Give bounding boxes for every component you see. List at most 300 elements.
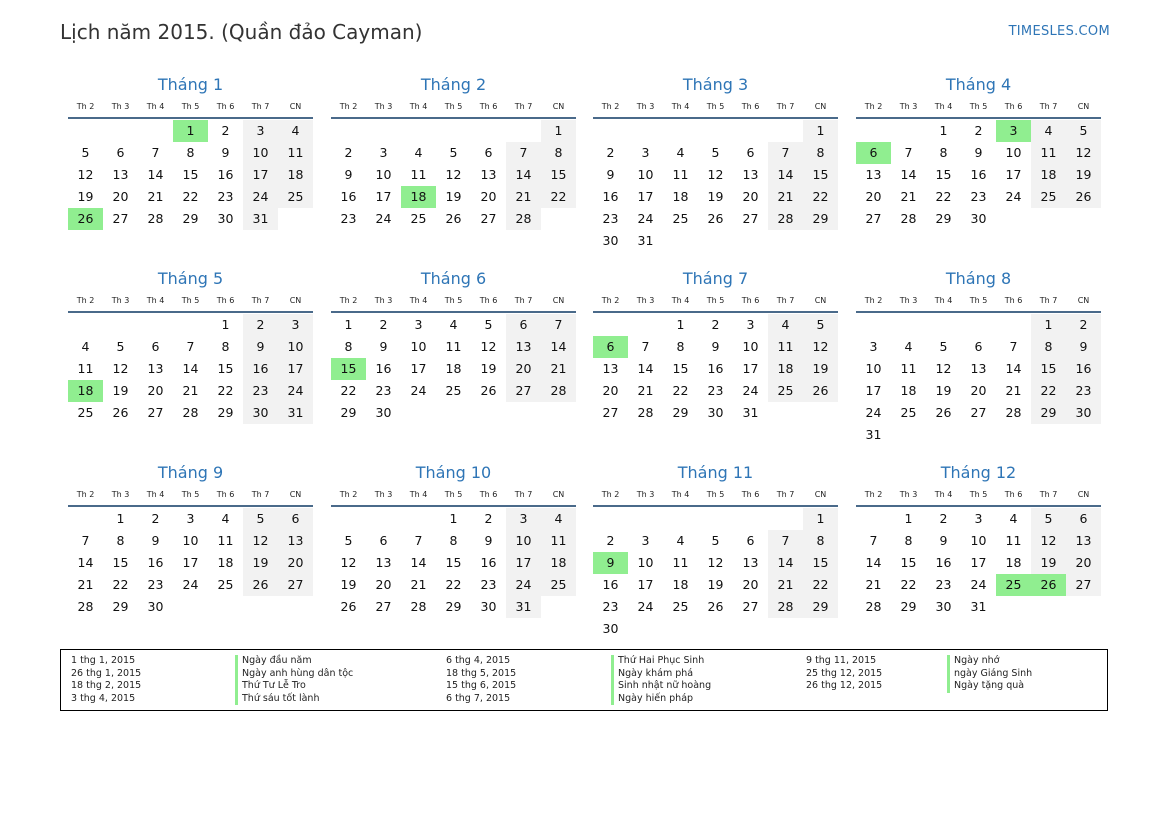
weekday-label: Th 4: [409, 296, 428, 305]
day-cell: 20: [147, 383, 164, 398]
day-cell: 26: [340, 599, 357, 614]
day-cell: 9: [221, 145, 230, 160]
day-cell: 15: [1031, 358, 1066, 380]
legend-holiday-name: Thứ Hai Phục Sinh: [611, 655, 711, 668]
day-cell: 28: [900, 211, 917, 226]
day-cell: 28: [410, 599, 427, 614]
day-cell: 22: [340, 383, 357, 398]
day-cell: 17: [243, 164, 278, 186]
day-cell: 13: [602, 361, 619, 376]
day-cell: 13: [742, 167, 759, 182]
days-grid: [68, 314, 313, 446]
day-cell: 2: [484, 511, 493, 526]
legend-date-column: [446, 655, 516, 705]
month-block: [856, 269, 1101, 449]
day-cell: 12: [707, 555, 724, 570]
weekday-label: Th 3: [111, 296, 130, 305]
day-cell: 28: [865, 599, 882, 614]
day-cell: 11: [1031, 142, 1066, 164]
day-cell: 24: [375, 211, 392, 226]
weekday-label: CN: [814, 490, 827, 499]
month-block: [593, 269, 838, 449]
month-name: Tháng 2: [420, 75, 487, 94]
day-cell: 24: [278, 380, 313, 402]
day-cell: 12: [707, 167, 724, 182]
day-cell: 21: [637, 383, 654, 398]
day-cell: 5: [449, 145, 458, 160]
day-cell: 27: [112, 211, 129, 226]
day-cell: 26: [707, 599, 724, 614]
holiday-day-cell: 6: [593, 336, 628, 358]
legend-holiday-name: Thứ sáu tốt lành: [235, 693, 353, 706]
day-cell: 23: [602, 599, 619, 614]
day-cell: 20: [602, 383, 619, 398]
day-cell: 23: [970, 189, 987, 204]
day-cell: 19: [77, 189, 94, 204]
day-cell: 23: [217, 189, 234, 204]
holiday-day-cell: 6: [856, 142, 891, 164]
day-cell: 28: [1005, 405, 1022, 420]
day-cell: 20: [112, 189, 129, 204]
day-cell: 10: [865, 361, 882, 376]
day-cell: 16: [970, 167, 987, 182]
weekday-header: [331, 490, 576, 502]
day-cell: 6: [379, 533, 388, 548]
weekday-label: Th 3: [111, 490, 130, 499]
day-cell: 19: [112, 383, 129, 398]
day-cell: 11: [410, 167, 427, 182]
day-cell: 2: [939, 511, 948, 526]
day-cell: 30: [707, 405, 724, 420]
day-cell: 1: [939, 123, 948, 138]
day-cell: 5: [939, 339, 948, 354]
day-cell: 26: [935, 405, 952, 420]
day-cell: 18: [1005, 555, 1022, 570]
day-cell: 26: [480, 383, 497, 398]
day-cell: 23: [147, 577, 164, 592]
day-cell: 5: [1031, 508, 1066, 530]
header-divider: [593, 311, 838, 313]
day-cell: 3: [414, 317, 423, 332]
day-cell: 7: [768, 530, 803, 552]
month-block: [331, 75, 576, 255]
day-cell: 16: [480, 555, 497, 570]
day-cell: 16: [935, 555, 952, 570]
weekday-label: CN: [289, 102, 302, 111]
day-cell: 8: [904, 533, 913, 548]
day-cell: 2: [151, 511, 160, 526]
weekday-label: Th 5: [181, 102, 200, 111]
day-cell: 18: [445, 361, 462, 376]
day-cell: 25: [672, 599, 689, 614]
day-cell: 21: [900, 189, 917, 204]
weekday-label: CN: [552, 102, 565, 111]
day-cell: 21: [506, 186, 541, 208]
month-name: Tháng 6: [420, 269, 487, 288]
day-cell: 8: [449, 533, 458, 548]
day-cell: 29: [803, 208, 838, 230]
day-cell: 26: [445, 211, 462, 226]
weekday-label: Th 5: [706, 102, 725, 111]
day-cell: 11: [1005, 533, 1022, 548]
weekday-header: [856, 490, 1101, 502]
day-cell: 21: [77, 577, 94, 592]
month-name: Tháng 9: [157, 463, 224, 482]
legend-date: 26 thg 12, 2015: [806, 680, 883, 692]
legend-date: 6 thg 7, 2015: [446, 692, 511, 704]
day-cell: 2: [606, 533, 615, 548]
day-cell: 17: [742, 361, 759, 376]
days-grid: [593, 120, 838, 252]
weekday-header: [593, 490, 838, 502]
day-cell: 13: [970, 361, 987, 376]
day-cell: 4: [449, 317, 458, 332]
day-cell: 25: [1031, 186, 1066, 208]
day-cell: 15: [672, 361, 689, 376]
day-cell: 13: [480, 167, 497, 182]
weekday-label: Th 6: [1004, 490, 1023, 499]
page-title: Lịch năm 2015. (Quần đảo Cayman): [60, 20, 423, 44]
day-cell: 21: [182, 383, 199, 398]
day-cell: 3: [506, 508, 541, 530]
weekday-label: Th 7: [251, 102, 270, 111]
header-divider: [331, 505, 576, 507]
day-cell: 19: [445, 189, 462, 204]
day-cell: 28: [541, 380, 576, 402]
weekday-label: Th 5: [444, 490, 463, 499]
days-grid: [331, 314, 576, 446]
day-cell: 19: [707, 577, 724, 592]
day-cell: 24: [506, 574, 541, 596]
day-cell: 10: [506, 530, 541, 552]
day-cell: 31: [742, 405, 759, 420]
day-cell: 29: [445, 599, 462, 614]
day-cell: 17: [410, 361, 427, 376]
month-block: [331, 463, 576, 643]
header-divider: [68, 311, 313, 313]
day-cell: 24: [637, 211, 654, 226]
day-cell: 11: [217, 533, 234, 548]
header-divider: [593, 505, 838, 507]
days-grid: [331, 508, 576, 640]
day-cell: 24: [970, 577, 987, 592]
day-cell: 24: [243, 186, 278, 208]
legend-holiday-name: ngày Giáng Sinh: [947, 668, 1032, 681]
day-cell: 31: [865, 427, 882, 442]
day-cell: 10: [375, 167, 392, 182]
day-cell: 18: [900, 383, 917, 398]
day-cell: 13: [147, 361, 164, 376]
day-cell: 4: [414, 145, 423, 160]
day-cell: 27: [1066, 574, 1101, 596]
day-cell: 9: [379, 339, 388, 354]
day-cell: 28: [768, 208, 803, 230]
weekday-label: Th 7: [514, 490, 533, 499]
day-cell: 7: [151, 145, 160, 160]
day-cell: 1: [803, 120, 838, 142]
day-cell: 8: [803, 530, 838, 552]
month-block: [68, 75, 313, 255]
weekday-label: Th 4: [146, 296, 165, 305]
day-cell: 12: [935, 361, 952, 376]
weekday-label: Th 2: [76, 296, 95, 305]
day-cell: 5: [711, 533, 720, 548]
day-cell: 25: [410, 211, 427, 226]
weekday-header: [593, 102, 838, 114]
legend-holiday-name: Ngày anh hùng dân tộc: [235, 668, 353, 681]
day-cell: 10: [410, 339, 427, 354]
legend-date: 6 thg 4, 2015: [446, 655, 511, 666]
day-cell: 1: [541, 120, 576, 142]
legend-date: 3 thg 4, 2015: [71, 692, 136, 704]
weekday-label: Th 6: [1004, 296, 1023, 305]
day-cell: 4: [768, 314, 803, 336]
day-cell: 12: [1066, 142, 1101, 164]
day-cell: 27: [742, 599, 759, 614]
weekday-label: Th 5: [969, 296, 988, 305]
day-cell: 14: [637, 361, 654, 376]
day-cell: 7: [641, 339, 650, 354]
day-cell: 14: [77, 555, 94, 570]
day-cell: 31: [506, 596, 541, 618]
weekday-label: Th 5: [181, 490, 200, 499]
weekday-label: Th 4: [934, 102, 953, 111]
weekday-label: Th 2: [601, 296, 620, 305]
day-cell: 14: [506, 164, 541, 186]
day-cell: 21: [865, 577, 882, 592]
day-cell: 25: [445, 383, 462, 398]
day-cell: 20: [742, 189, 759, 204]
day-cell: 24: [742, 383, 759, 398]
header-divider: [593, 117, 838, 119]
month-name: Tháng 7: [682, 269, 749, 288]
day-cell: 24: [637, 599, 654, 614]
day-cell: 14: [768, 164, 803, 186]
day-cell: 16: [217, 167, 234, 182]
weekday-label: Th 5: [444, 102, 463, 111]
day-cell: 22: [445, 577, 462, 592]
weekday-label: Th 4: [671, 102, 690, 111]
day-cell: 13: [506, 336, 541, 358]
day-cell: 17: [1005, 167, 1022, 182]
day-cell: 25: [672, 211, 689, 226]
weekday-label: Th 3: [899, 102, 918, 111]
day-cell: 6: [746, 145, 755, 160]
weekday-label: Th 5: [969, 490, 988, 499]
header-divider: [331, 311, 576, 313]
day-cell: 11: [672, 167, 689, 182]
day-cell: 15: [803, 552, 838, 574]
day-cell: 19: [935, 383, 952, 398]
day-cell: 15: [217, 361, 234, 376]
legend-date-column: [806, 655, 882, 693]
day-cell: 6: [278, 508, 313, 530]
day-cell: 2: [606, 145, 615, 160]
day-cell: 17: [278, 358, 313, 380]
day-cell: 14: [147, 167, 164, 182]
day-cell: 27: [602, 405, 619, 420]
weekday-label: Th 6: [479, 296, 498, 305]
weekday-label: Th 4: [671, 490, 690, 499]
day-cell: 28: [182, 405, 199, 420]
day-cell: 29: [217, 405, 234, 420]
day-cell: 10: [243, 142, 278, 164]
weekday-label: CN: [814, 296, 827, 305]
day-cell: 31: [970, 599, 987, 614]
day-cell: 14: [900, 167, 917, 182]
day-cell: 27: [375, 599, 392, 614]
day-cell: 30: [243, 402, 278, 424]
day-cell: 11: [900, 361, 917, 376]
day-cell: 20: [865, 189, 882, 204]
day-cell: 2: [1066, 314, 1101, 336]
weekday-label: Th 3: [111, 102, 130, 111]
legend-date-column: [71, 655, 141, 705]
weekday-label: Th 6: [1004, 102, 1023, 111]
day-cell: 13: [375, 555, 392, 570]
day-cell: 18: [672, 189, 689, 204]
day-cell: 2: [974, 123, 983, 138]
site-link[interactable]: TIMESLES.COM: [1008, 24, 1110, 39]
day-cell: 30: [602, 621, 619, 636]
day-cell: 14: [410, 555, 427, 570]
weekday-label: Th 7: [1039, 102, 1058, 111]
weekday-label: Th 6: [216, 296, 235, 305]
day-cell: 4: [1031, 120, 1066, 142]
day-cell: 23: [602, 211, 619, 226]
legend-date: 1 thg 1, 2015: [71, 655, 136, 666]
weekday-label: Th 2: [864, 490, 883, 499]
legend-holiday-name: Ngày hiến pháp: [611, 693, 711, 706]
day-cell: 28: [77, 599, 94, 614]
day-cell: 6: [116, 145, 125, 160]
day-cell: 29: [112, 599, 129, 614]
day-cell: 23: [340, 211, 357, 226]
day-cell: 4: [81, 339, 90, 354]
day-cell: 16: [602, 189, 619, 204]
weekday-label: Th 2: [339, 296, 358, 305]
day-cell: 7: [81, 533, 90, 548]
day-cell: 25: [541, 574, 576, 596]
day-cell: 9: [974, 145, 983, 160]
day-cell: 21: [541, 358, 576, 380]
day-cell: 10: [970, 533, 987, 548]
day-cell: 10: [1005, 145, 1022, 160]
day-cell: 4: [221, 511, 230, 526]
day-cell: 3: [243, 120, 278, 142]
day-cell: 27: [147, 405, 164, 420]
weekday-label: Th 3: [636, 102, 655, 111]
weekday-label: CN: [1077, 102, 1090, 111]
day-cell: 28: [768, 596, 803, 618]
day-cell: 11: [541, 530, 576, 552]
day-cell: 24: [182, 577, 199, 592]
day-cell: 7: [506, 142, 541, 164]
day-cell: 7: [541, 314, 576, 336]
weekday-header: [856, 296, 1101, 308]
month-name: Tháng 8: [945, 269, 1012, 288]
day-cell: 21: [768, 186, 803, 208]
day-cell: 16: [375, 361, 392, 376]
day-cell: 10: [742, 339, 759, 354]
weekday-label: Th 3: [636, 296, 655, 305]
day-cell: 8: [541, 142, 576, 164]
weekday-label: Th 2: [339, 102, 358, 111]
days-grid: [68, 120, 313, 252]
day-cell: 28: [637, 405, 654, 420]
weekday-label: CN: [289, 296, 302, 305]
legend-date: 25 thg 12, 2015: [806, 667, 883, 679]
weekday-label: Th 5: [444, 296, 463, 305]
day-cell: 9: [243, 336, 278, 358]
day-cell: 8: [221, 339, 230, 354]
day-cell: 31: [243, 208, 278, 230]
day-cell: 15: [445, 555, 462, 570]
day-cell: 15: [112, 555, 129, 570]
day-cell: 31: [278, 402, 313, 424]
weekday-header: [68, 102, 313, 114]
weekday-label: Th 4: [671, 296, 690, 305]
day-cell: 15: [935, 167, 952, 182]
weekday-label: Th 5: [706, 296, 725, 305]
day-cell: 26: [243, 574, 278, 596]
day-cell: 30: [935, 599, 952, 614]
day-cell: 3: [746, 317, 755, 332]
day-cell: 29: [340, 405, 357, 420]
day-cell: 19: [803, 358, 838, 380]
day-cell: 29: [1031, 402, 1066, 424]
day-cell: 16: [707, 361, 724, 376]
month-block: [68, 269, 313, 449]
weekday-header: [68, 296, 313, 308]
day-cell: 17: [865, 383, 882, 398]
weekday-label: Th 5: [969, 102, 988, 111]
weekday-label: Th 7: [776, 102, 795, 111]
day-cell: 3: [974, 511, 983, 526]
day-cell: 16: [602, 577, 619, 592]
day-cell: 5: [803, 314, 838, 336]
weekday-label: Th 6: [741, 102, 760, 111]
weekday-label: Th 3: [636, 490, 655, 499]
day-cell: 1: [1031, 314, 1066, 336]
day-cell: 4: [1009, 511, 1018, 526]
day-cell: 24: [1005, 189, 1022, 204]
day-cell: 5: [484, 317, 493, 332]
weekday-label: CN: [1077, 296, 1090, 305]
day-cell: 30: [147, 599, 164, 614]
day-cell: 17: [970, 555, 987, 570]
day-cell: 20: [480, 189, 497, 204]
day-cell: 1: [344, 317, 353, 332]
day-cell: 19: [243, 552, 278, 574]
day-cell: 24: [865, 405, 882, 420]
weekday-label: Th 6: [741, 490, 760, 499]
weekday-label: Th 2: [76, 102, 95, 111]
weekday-label: Th 7: [1039, 296, 1058, 305]
header-divider: [68, 117, 313, 119]
day-cell: 9: [344, 167, 353, 182]
day-cell: 14: [865, 555, 882, 570]
day-cell: 13: [1066, 530, 1101, 552]
day-cell: 3: [379, 145, 388, 160]
day-cell: 15: [182, 167, 199, 182]
holiday-day-cell: 15: [331, 358, 366, 380]
day-cell: 7: [186, 339, 195, 354]
header-divider: [68, 505, 313, 507]
days-grid: [856, 508, 1101, 640]
legend-date: 26 thg 1, 2015: [71, 667, 142, 679]
day-cell: 22: [112, 577, 129, 592]
